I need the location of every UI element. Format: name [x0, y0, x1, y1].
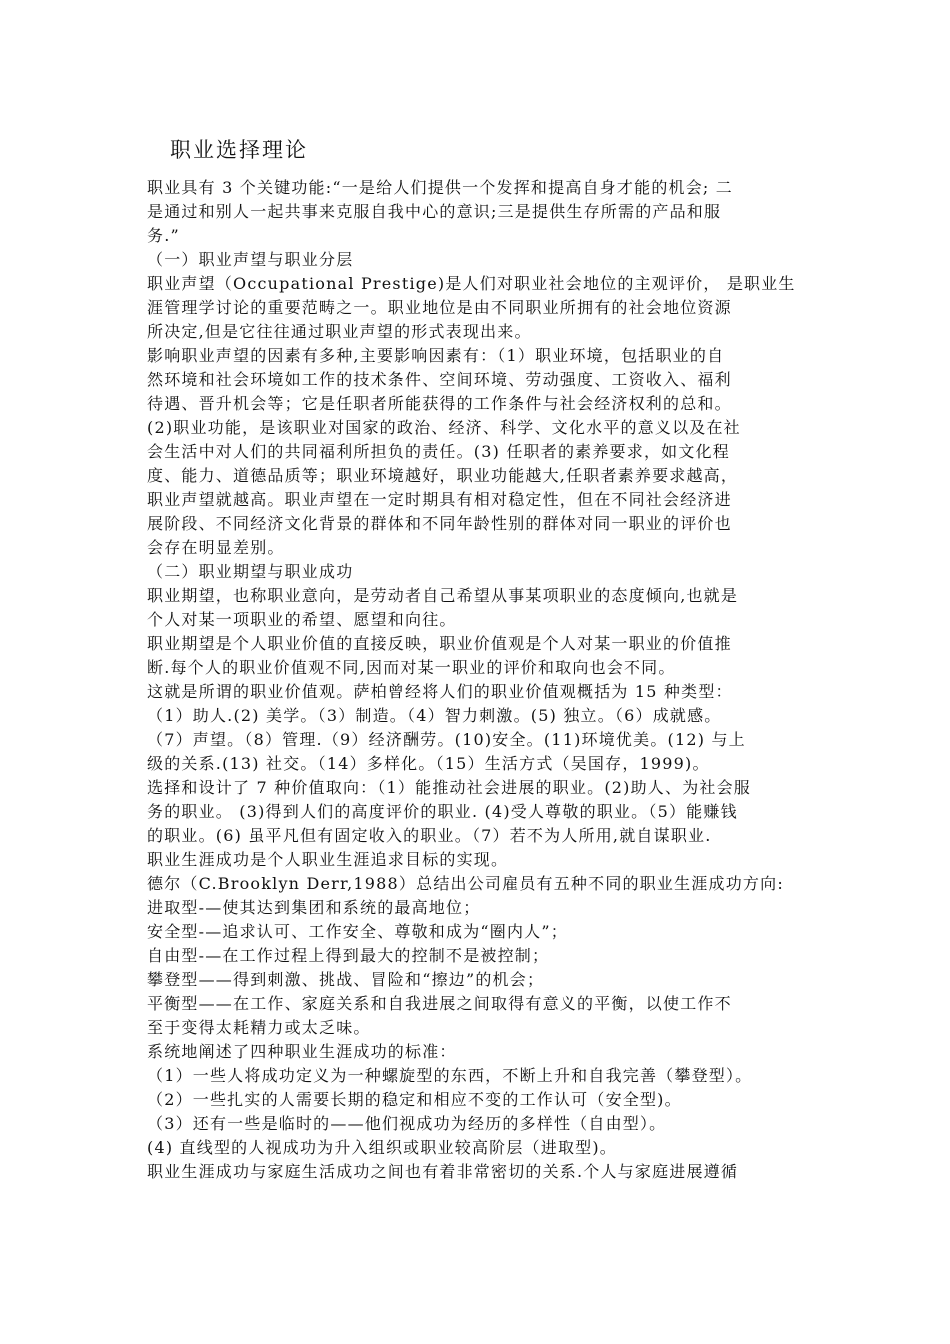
text-line: 这就是所谓的职业价值观。萨柏曾经将人们的职业价值观概括为 15 种类型：: [147, 682, 733, 701]
text-line: 自由型-—在工作过程上得到最大的控制不是被控制；: [147, 946, 550, 965]
text-line: 德尔（C.Brooklyn Derr,1988）总结出公司雇员有五种不同的职业生涯成功方向:: [147, 874, 784, 893]
text-line: 选择和设计了 7 种价值取向：（1）能推动社会进展的职业。(2)助人、为社会服: [147, 778, 751, 797]
text-line: （二）职业期望与职业成功: [147, 562, 354, 581]
text-line: 个人对某一项职业的希望、愿望和向往。: [147, 610, 457, 629]
text-line: 是通过和别人一起共事来克服自我中心的意识;三是提供生存所需的产品和服: [147, 202, 722, 221]
text-line: 级的关系.(13) 社交。（14）多样化。（15）生活方式（吴国存，1999)。: [147, 754, 710, 773]
text-line: 涯管理学讨论的重要范畴之一。职业地位是由不同职业所拥有的社会地位资源: [147, 298, 732, 317]
text-line: 会生活中对人们的共同福利所担负的责任。(3) 任职者的素养要求，如文化程: [147, 442, 730, 461]
text-line: 度、能力、道德品质等；职业环境越好，职业功能越大,任职者素养要求越高，: [147, 466, 739, 485]
text-line: 断.每个人的职业价值观不同,因而对某一职业的评价和取向也会不同。: [147, 658, 676, 677]
text-line: (2)职业功能，是该职业对国家的政治、经济、科学、文化水平的意义以及在社: [147, 418, 741, 437]
text-line: 职业生涯成功与家庭生活成功之间也有着非常密切的关系.个人与家庭进展遵循: [147, 1162, 739, 1181]
text-line: 所决定,但是它往往通过职业声望的形式表现出来。: [147, 322, 532, 341]
text-line: 安全型-—追求认可、工作安全、尊敬和成为“圈内人”；: [147, 922, 568, 941]
text-line: (4) 直线型的人视成功为升入组织或职业较高阶层（进取型)。: [147, 1138, 617, 1157]
text-line: 进取型-—使其达到集团和系统的最高地位；: [147, 898, 481, 917]
text-line: 影响职业声望的因素有多种,主要影响因素有：（1）职业环境，包括职业的自: [147, 346, 725, 365]
text-line: 会存在明显差别。: [147, 538, 285, 557]
text-line: （一）职业声望与职业分层: [147, 250, 354, 269]
text-line: 平衡型——在工作、家庭关系和自我进展之间取得有意义的平衡，以使工作不: [147, 994, 732, 1013]
text-line: 职业声望（Occupational Prestige)是人们对职业社会地位的主观评价， 是职业生: [147, 274, 796, 293]
document-body: [147, 176, 827, 1184]
text-line: 待遇、晋升机会等；它是任职者所能获得的工作条件与社会经济权利的总和。: [147, 394, 732, 413]
text-line: 职业期望，也称职业意向，是劳动者自己希望从事某项职业的态度倾向,也就是: [147, 586, 739, 605]
text-line: （1）助人.(2) 美学。（3）制造。（4）智力刺激。(5) 独立。（6）成就感。: [147, 706, 722, 725]
text-line: 务的职业。 (3)得到人们的高度评价的职业. (4)受人尊敬的职业。（5）能赚钱: [147, 802, 738, 821]
text-line: 职业期望是个人职业价值的直接反映，职业价值观是个人对某一职业的价值推: [147, 634, 732, 653]
text-line: 至于变得太耗精力或太乏味。: [147, 1018, 371, 1037]
text-line: 职业声望就越高。职业声望在一定时期具有相对稳定性，但在不同社会经济进: [147, 490, 732, 509]
text-line: 务.”: [147, 226, 180, 245]
text-line: 展阶段、不同经济文化背景的群体和不同年龄性别的群体对同一职业的评价也: [147, 514, 732, 533]
text-line: 职业具有 3 个关键功能:“一是给人们提供一个发挥和提高自身才能的机会; 二: [147, 178, 733, 197]
text-line: 攀登型——得到刺激、挑战、冒险和“擦边”的机会；: [147, 970, 545, 989]
text-line: 的职业。(6) 虽平凡但有固定收入的职业。（7）若不为人所用,就自谋职业.: [147, 826, 712, 845]
text-line: 系统地阐述了四种职业生涯成功的标准：: [147, 1042, 457, 1061]
text-line: （1）一些人将成功定义为一种螺旋型的东西，不断上升和自我完善（攀登型）。: [147, 1066, 753, 1085]
text-line: 然环境和社会环境如工作的技术条件、空间环境、劳动强度、工资收入、福利: [147, 370, 732, 389]
text-line: 职业生涯成功是个人职业生涯追求目标的实现。: [147, 850, 509, 869]
text-line: （2）一些扎实的人需要长期的稳定和相应不变的工作认可（安全型)。: [147, 1090, 682, 1109]
text-line: （7）声望。（8）管理.（9）经济酬劳。(10)安全。(11)环境优美。(12) 与上: [147, 730, 746, 749]
text-line: （3）还有一些是临时的——他们视成功为经历的多样性（自由型）。: [147, 1114, 667, 1133]
document-title: 职业选择理论: [170, 138, 308, 162]
